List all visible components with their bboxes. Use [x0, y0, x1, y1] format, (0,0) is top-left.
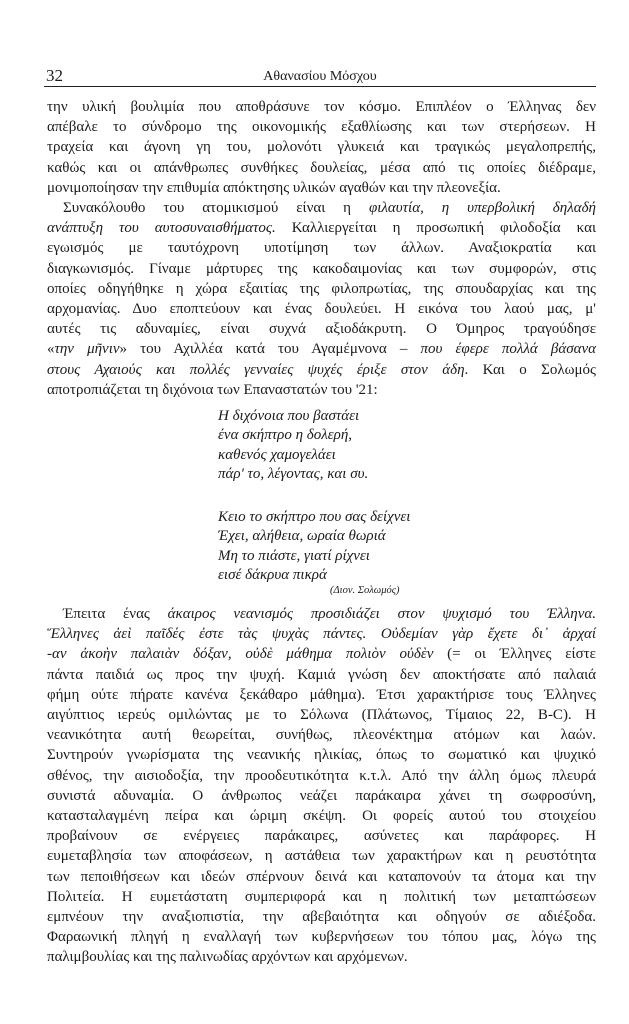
text-run: Συνακόλουθο του ατομικισμού είναι η	[63, 200, 369, 216]
text-line: μονιμοποίησαν την επιθυμία απόκτησης υλικών αγαθών και την πλεονεξία.	[47, 179, 501, 196]
paragraph-1	[47, 97, 596, 198]
text-line: των πεποιθήσεων και ιδεών σπέρνουν δεινά και καταπονούν τα άτομα και την	[47, 868, 596, 885]
text-line: παλιμβουλίας και της παλινωδίας αρχόντων και αρχόμενων.	[47, 949, 408, 966]
text-run: «	[47, 341, 55, 358]
text-line: σθένος, την αισιοδοξία, την προοδευτικότητα κ.τ.λ. Από την άλλη όμως πλευρά	[47, 767, 596, 784]
text-line: αποτροπιάζεται τη διχόνοια των Επαναστατών του '21:	[47, 381, 378, 398]
text-line: αρχομανίας. Δυο εποπτεύουν και ένας δουλεύει. Η εικόνα του λαού μας, μ'	[47, 301, 596, 318]
text-line: ευμεταβλησία των αποφάσεων, η αστάθεια των χαρακτήρων και η ρευστότητα	[47, 848, 596, 865]
italic-run: ανάπτυξη του αυτοσυναισθήματος.	[47, 220, 276, 237]
page-number: 32	[46, 66, 63, 85]
poem-attribution: (Διον. Σολωμός)	[330, 585, 400, 596]
text-run: . Και ο Σολωμός	[464, 361, 597, 378]
poem-line: πάρ' το, λέγοντας, και συ.	[218, 466, 369, 483]
text-line: νεανικότητα αυτή θεωρείται, συνήθως, πλεονέκτημα ατόμων και λαών.	[47, 727, 596, 744]
text-line	[47, 198, 596, 218]
text-line: κατασταλαγμένη πείρα και ώριμη σκέψη. Οι φορείς αυτού του στοιχείου	[47, 808, 596, 825]
text-line: Ἕλληνες ἀεὶ παῖδές ἐστε τὰς ψυχὰς πάντες. Οὐδεμίαν γὰρ ἔχετε δι᾽ ἀρχαί	[47, 626, 596, 643]
italic-run: -αν ἀκοὴν παλαιὰν δόξαν, οὐδὲ μάθημα πολιὸν οὐδὲν	[47, 646, 434, 663]
poem-line: Η διχόνοια που βαστάει	[218, 408, 360, 424]
italic-run: την μῆνιν	[54, 341, 120, 358]
text-line: εγωισμός με ταυτόχρονη υποτίμηση των άλλων. Αναξιοκρατία και	[47, 240, 596, 257]
paragraph-3	[47, 604, 596, 968]
text-run: (= οι Έλληνες είστε	[433, 646, 596, 663]
page-header	[44, 66, 596, 87]
italic-run: φιλαυτία, η υπερβολική δηλαδή	[368, 200, 596, 216]
text-run: Καλλιεργείται η προσωπική φιλοδοξία και	[275, 220, 596, 237]
poem-line: Μη το πιάστε, γιατί ρίχνει	[218, 547, 370, 564]
poem-line: Κειο το σκήπτρο που σας δείχνει	[218, 509, 411, 525]
text-line: απέβαλε το σύνδρομο της οικονομικής εξαθλίωσης και των στερήσεων. Η	[47, 119, 596, 136]
text-line: Πολιτεία. Η ευμετάστατη συμπεριφορά και η πολιτική των μεταπτώσεων	[47, 888, 596, 905]
text-line: αυτές τις αδυναμίες, είναι συχνά αξιοδάκρυτη. Ο Όμηρος τραγούδησε	[47, 321, 596, 338]
poem-stanza-1	[218, 407, 368, 485]
text-line	[47, 339, 596, 359]
poem-line: Έχει, αλήθεια, ωραία θωριά	[218, 528, 386, 545]
paragraph-2	[47, 198, 596, 400]
text-line: Συντηρούν γνωρίσματα της νεανικής ηλικίας, όπως το σωματικό και ψυχικό	[47, 747, 596, 764]
text-line: εμπνέουν την αναξιοπιστία, την αβεβαιότητα και οδηγούν σε αδιέξοδα.	[47, 909, 596, 926]
poem-line: ένα σκήπτρο η δολερή,	[218, 427, 353, 444]
text-line: διαγκωνισμός. Γίναμε μάρτυρες της κακοδαιμονίας και των συμφορών, στις	[47, 260, 596, 277]
text-line	[47, 218, 596, 238]
running-head: Αθανασίου Μόσχου	[263, 69, 377, 84]
text-line: πάντα παιδιά ως προς την ψυχή. Καμιά γνώση δεν αποκτήσατε από παλαιά	[47, 666, 596, 683]
text-line: καθώς και οι απάνθρωπες συνθήκες δουλείας, μέσα από τις οποίες διέδραμε,	[47, 159, 596, 176]
text-line: φήμη ούτε πήρατε κανένα ξεκάθαρο μάθημα). Έτσι χαρακτήρισε τους Έλληνες	[47, 686, 596, 703]
text-line: Φαραωνική πληγή η εναλλαγή των κυβερνήσεων του τόπου μας, λόγω της	[47, 929, 596, 946]
poem-line: καθενός χαμογελάει	[218, 446, 336, 463]
text-line	[47, 644, 596, 664]
poem-line: εισέ δάκρυα πικρά	[218, 567, 327, 584]
text-line	[47, 360, 596, 380]
text-run: » του Αχιλλέα κατά του Αγαμέμνονα –	[119, 341, 421, 358]
italic-run: που έφερε πολλά βάσανα	[420, 341, 596, 358]
text-line: συνιστά αδυναμία. Ο άνθρωπος νεάζει παράκαιρα χάνει τη σωφροσύνη,	[47, 787, 596, 804]
text-line	[47, 604, 596, 624]
text-run: Έπειτα ένας	[63, 606, 168, 622]
text-line: τραχεία και άγονη γη του, μολονότι γλυκειά και τραγικώς μεγαλοπρεπής,	[47, 139, 596, 156]
poem-stanza-2	[218, 508, 410, 586]
text-line: οποίες οδηγήθηκε η χώρα εξαιτίας της φιλοπρωτίας, της σπουδαρχίας και της	[47, 280, 596, 297]
text-line: την υλική βουλιμία που αποθράσυνε τον κόσμο. Επιπλέον ο Έλληνας δεν	[47, 99, 596, 115]
italic-run: άκαιρος νεανισμός προσιδιάζει στον ψυχισμό του Έλληνα.	[167, 606, 596, 622]
text-line: προβαίνουν σε ενέργειες παράκαιρες, ασύνετες και παράφορες. Η	[47, 828, 596, 845]
text-line: αιγύπτιος ιερεύς ομιλώντας με το Σόλωνα (Πλάτωνος, Τίμαιος 22, Β-C). Η	[47, 707, 596, 724]
italic-run: στους Αχαιούς και πολλές γενναίες ψυχές έριξε στον άδη	[47, 361, 465, 378]
